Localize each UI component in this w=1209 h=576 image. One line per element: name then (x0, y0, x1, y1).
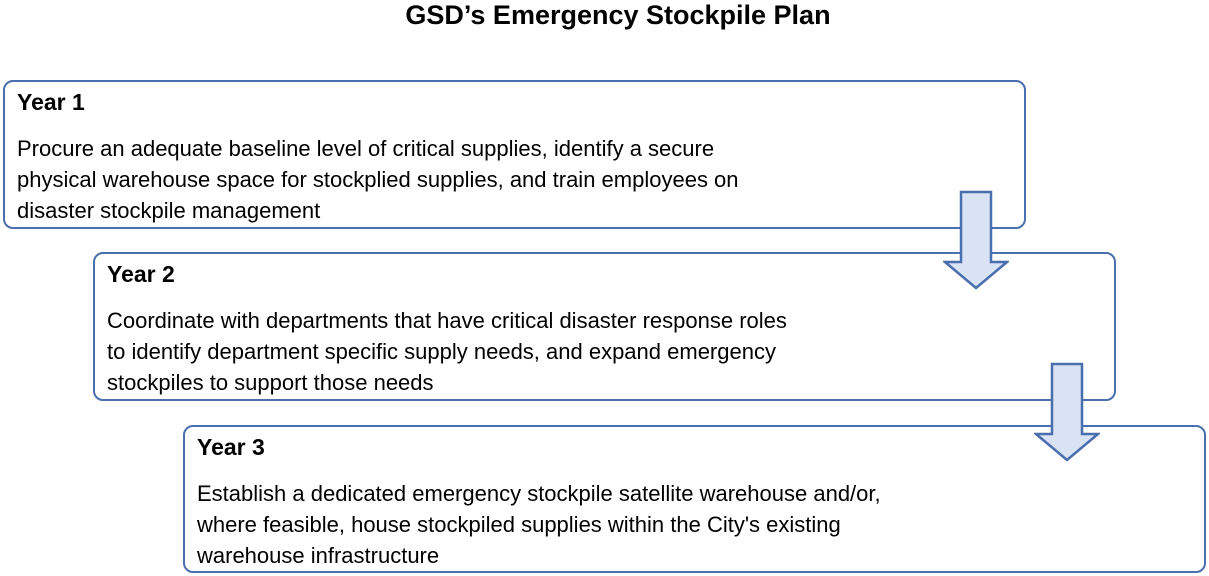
description-line: disaster stockpile management (17, 198, 321, 223)
description-line: Establish a dedicated emergency stockpile satellite warehouse and/or, (197, 481, 881, 506)
stage-heading: Year 2 (107, 261, 175, 287)
stage-heading: Year 1 (17, 89, 85, 115)
down-arrow-icon (943, 190, 1009, 290)
description-line: where feasible, house stockpiled supplies within the City's existing (197, 512, 841, 537)
description-line: Procure an adequate baseline level of critical supplies, identify a secure (17, 136, 715, 161)
stage-description (17, 133, 857, 226)
diagram-title: GSD’s Emergency Stockpile Plan (405, 0, 831, 30)
stage-description (107, 305, 947, 398)
stage-description (197, 478, 1037, 571)
description-line: Coordinate with departments that have critical disaster response roles (107, 308, 787, 333)
description-line: stockpiles to support those needs (107, 370, 434, 395)
stage-heading: Year 3 (197, 434, 265, 460)
description-line: to identify department specific supply needs, and expand emergency (107, 339, 776, 364)
down-arrow-icon (1034, 362, 1100, 462)
description-line: physical warehouse space for stockplied supplies, and train employees on (17, 167, 739, 192)
stage-box-year-1 (3, 80, 1026, 229)
description-line: warehouse infrastructure (197, 543, 440, 568)
